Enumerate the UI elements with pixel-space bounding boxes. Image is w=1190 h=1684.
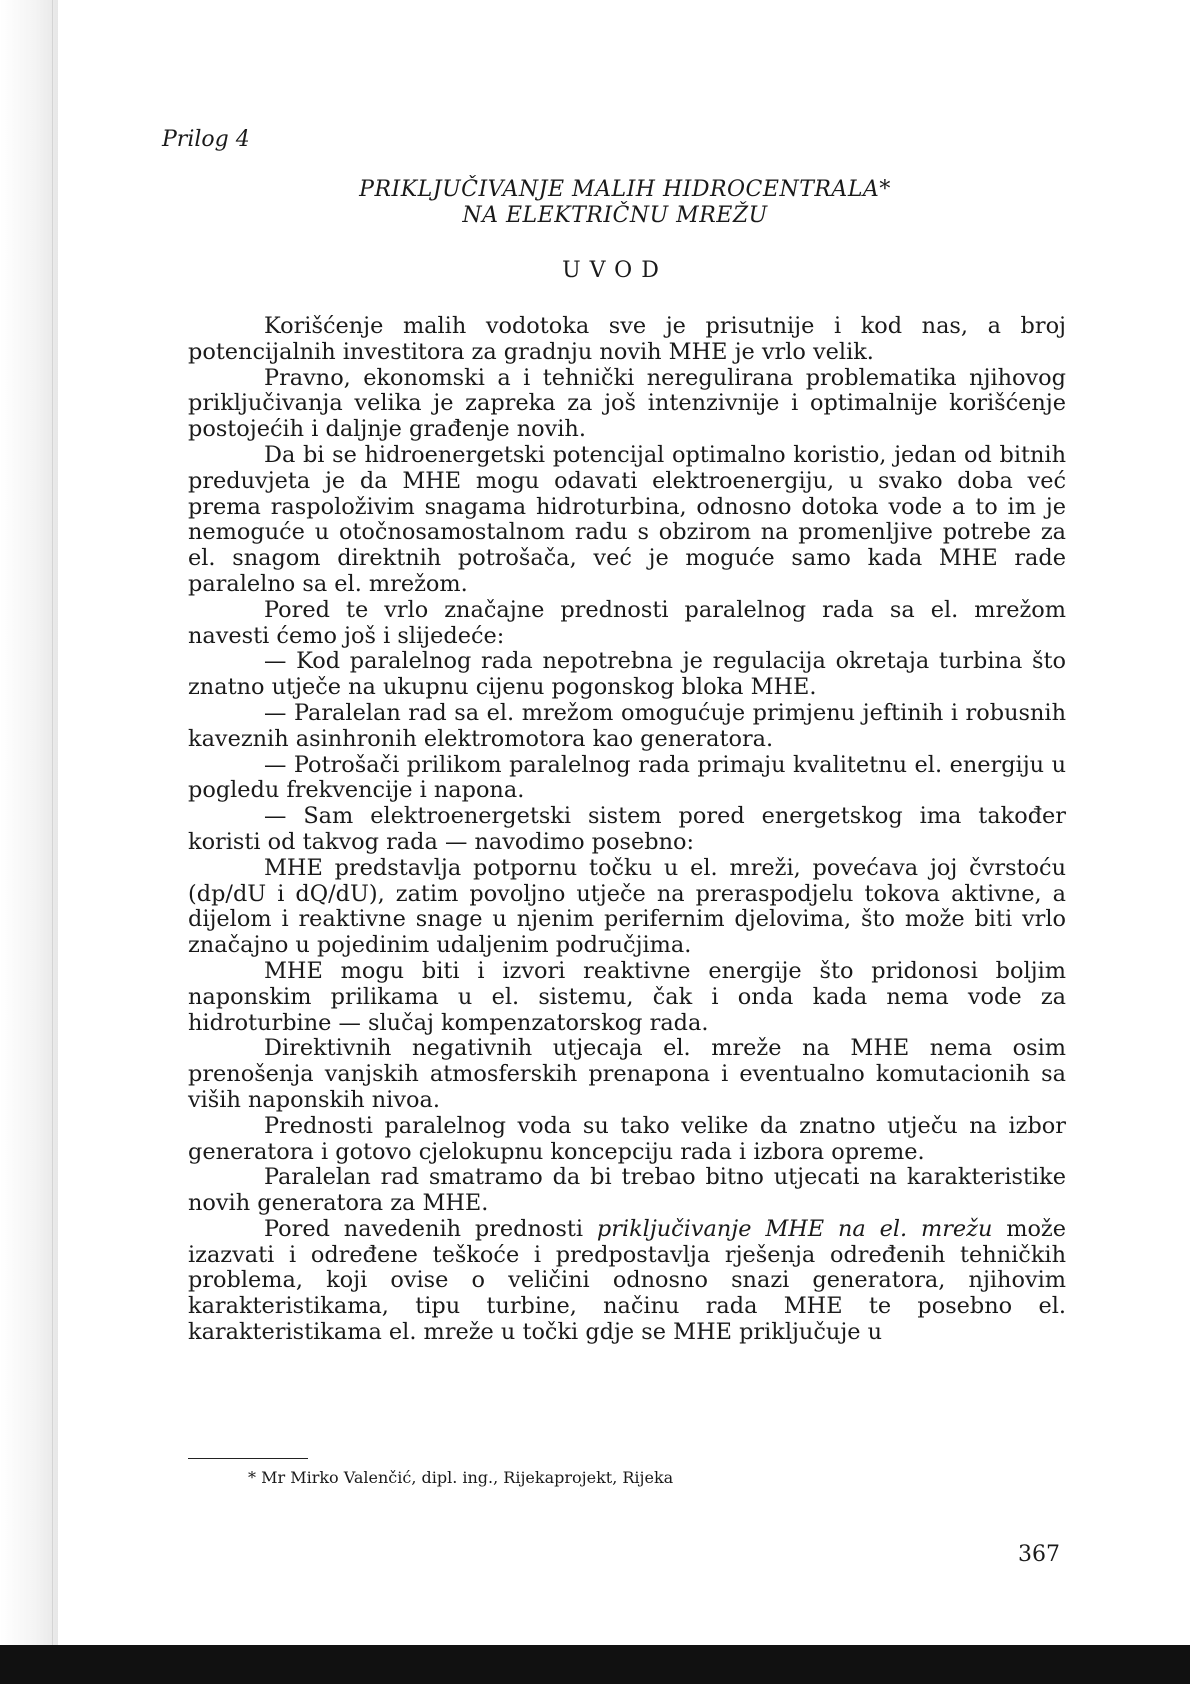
paragraph: Paralelan rad smatramo da bi trebao bitno utjecati na karakteristike novih generatora za MHE.: [188, 1164, 1066, 1217]
footnote-rule: [188, 1458, 308, 1459]
text-run: Pored navedenih prednosti: [264, 1215, 597, 1242]
paragraph: Korišćenje malih vodotoka sve je prisutnije i kod nas, a broj potencijalnih investitora za gradnju novih MHE je vrlo velik.: [188, 313, 1066, 365]
scan-bottom-edge: [0, 1645, 1190, 1684]
footnote: * Mr Mirko Valenčić, dipl. ing., Rijekaprojekt, Rijeka: [248, 1468, 674, 1487]
text-run: može izazvati i određene teškoće i predpostavlja rješenja određenih tehničkih problema, koji ovise o veličini odnosno snazi generatora, njihovim karakteristikama, tipu turbine, načinu rada MHE te posebno el. karakteristikama el. mreže u točki gdje se MHE priključuje u: [188, 1215, 1066, 1346]
paragraph: MHE predstavlja potpornu točku u el. mreži, povećava joj čvrstoću (dp/dU i dQ/dU), zatim povoljno utječe na preraspodjelu tokova aktivne, a dijelom i reaktivne snage u njenim perifernim djelovima, što može biti vrlo značajno u pojedinim udaljenim područjima.: [188, 854, 1066, 959]
title-line-2: NA ELEKTRIČNU MREŽU: [462, 203, 768, 228]
paragraph: Pravno, ekonomski a i tehnički neregulirana problematika njihovog priključivanja velika je zapreka za još intenzivnije i optimalnije korišćenje postojećih i daljnje građenje novih.: [188, 364, 1066, 443]
list-item: — Potrošači prilikom paralelnog rada primaju kvalitetnu el. energiju u pogledu frekvencije i napona.: [188, 751, 1066, 804]
emphasis-text: priključivanje MHE na el. mrežu: [596, 1215, 993, 1242]
list-item: — Sam elektroenergetski sistem pored energetskog ima također koristi od takvog rada — navodimo posebno:: [188, 803, 1066, 855]
list-item: — Kod paralelnog rada nepotrebna je regulacija okretaja turbina što znatno utječe na ukupnu cijenu pogonskog bloka MHE.: [188, 648, 1066, 701]
paragraph-last: [188, 1217, 1066, 1346]
list-item: — Paralelan rad sa el. mrežom omogućuje primjenu jeftinih i robusnih kaveznih asinhronih elektromotora kao generatora.: [188, 699, 1066, 752]
paragraph: Prednosti paralelnog voda su tako velike da znatno utječu na izbor generatora i gotovo cjelokupnu koncepciju rada i izbora opreme.: [188, 1112, 1066, 1165]
paragraph: Pored te vrlo značajne prednosti paralelnog rada sa el. mrežom navesti ćemo još i slijedeće:: [188, 596, 1066, 649]
paragraph: Da bi se hidroenergetski potencijal optimalno koristio, jedan od bitnih preduvjeta je da MHE mogu odavati elektroenergiju, u svako doba već prema raspoloživim snagama hidroturbina, odnosno dotoka vode a to im je nemoguće u otočnosamostalnom radu s obzirom na promenljive potrebe za el. snagom direktnih potrošača, već je moguće samo kada MHE rade paralelno sa el. mrežom.: [188, 441, 1066, 597]
document-title: [0, 177, 1190, 229]
paragraph: Direktivnih negativnih utjecaja el. mreže na MHE nema osim prenošenja vanjskih atmosferskih prenapona i eventualno komutacionih sa viših naponskih nivoa.: [188, 1035, 1066, 1113]
section-heading: UVOD: [562, 258, 668, 283]
paragraph: MHE mogu biti i izvori reaktivne energije što pridonosi boljim naponskim prilikama u el. sistemu, čak i onda kada nema vode za hidroturbine — slučaj kompenzatorskog rada.: [188, 957, 1066, 1036]
page-number: 367: [1018, 1542, 1060, 1567]
appendix-label: Prilog 4: [162, 127, 250, 152]
title-line-1: PRIKLJUČIVANJE MALIH HIDROCENTRALA*: [359, 177, 891, 202]
body-text: [188, 314, 1066, 1346]
